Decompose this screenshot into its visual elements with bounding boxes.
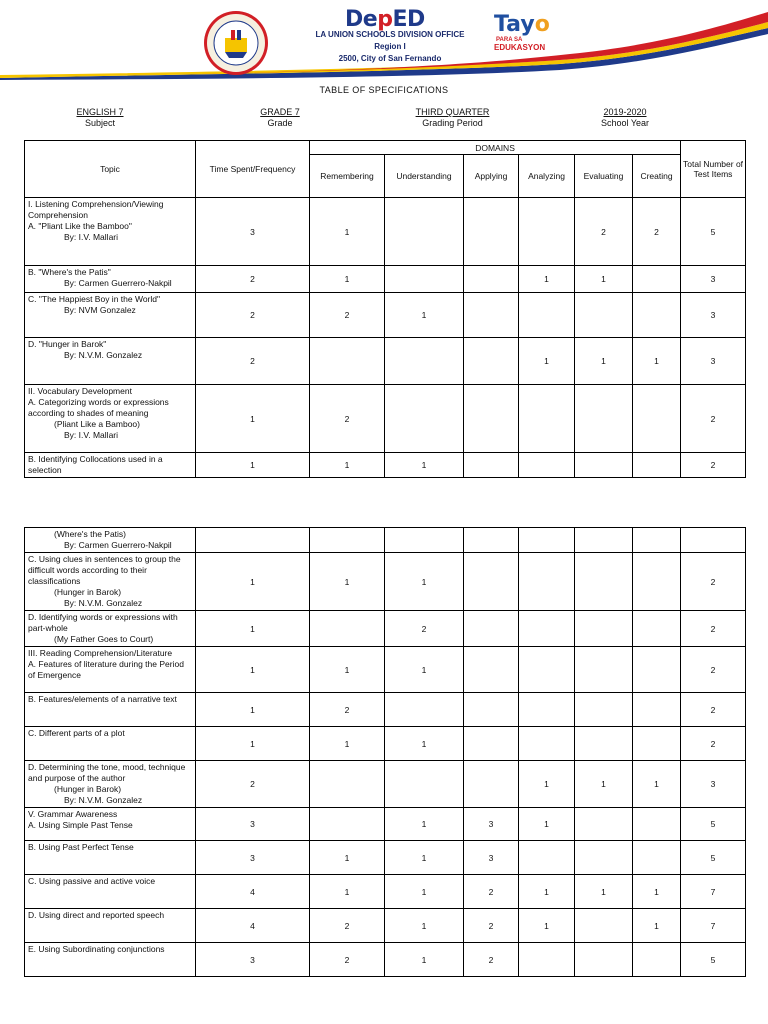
topic-author: By: N.V.M. Gonzalez	[64, 795, 143, 805]
tayo-logo: Tayo PARA SA EDUKASYON	[494, 12, 550, 52]
topic-line: C. Using clues in sentences to group the difficult words according to their classifications	[28, 554, 181, 586]
col-time-spent: Time Spent/Frequency	[196, 141, 310, 198]
total-cell: 3	[681, 293, 746, 338]
understanding-cell	[385, 338, 464, 385]
col-remembering: Remembering	[310, 155, 385, 198]
time-spent-cell: 4	[196, 909, 310, 943]
topic-line: I. Listening Comprehension/Viewing Comprehension	[28, 199, 164, 220]
evaluating-cell	[575, 693, 633, 727]
analyzing-cell	[519, 727, 575, 761]
office-city: 2500, City of San Fernando	[338, 54, 442, 63]
remembering-cell: 2	[310, 909, 385, 943]
creating-cell	[633, 611, 681, 647]
col-applying: Applying	[464, 155, 519, 198]
topic-line: D. Determining the tone, mood, technique and purpose of the author	[28, 762, 186, 783]
applying-cell	[464, 761, 519, 808]
creating-cell	[633, 841, 681, 875]
evaluating-cell: 1	[575, 761, 633, 808]
understanding-cell: 1	[385, 909, 464, 943]
understanding-cell: 1	[385, 453, 464, 478]
total-cell: 5	[681, 943, 746, 977]
deped-logo: DepED	[345, 7, 425, 32]
topic-cell	[25, 198, 196, 266]
applying-cell	[464, 611, 519, 647]
remembering-cell: 1	[310, 647, 385, 693]
topic-cell	[25, 385, 196, 453]
topic-author: By: N.V.M. Gonzalez	[64, 598, 143, 608]
col-evaluating: Evaluating	[575, 155, 633, 198]
remembering-cell: 1	[310, 266, 385, 293]
table-row	[25, 198, 746, 266]
creating-cell	[633, 553, 681, 611]
table-row	[25, 808, 746, 841]
col-topic: Topic	[25, 141, 196, 198]
time-spent-cell: 1	[196, 693, 310, 727]
col-total: Total Number of Test Items	[681, 141, 746, 198]
understanding-cell	[385, 693, 464, 727]
topic-author: By: NVM Gonzalez	[64, 305, 136, 315]
evaluating-cell: 2	[575, 198, 633, 266]
time-spent-cell: 1	[196, 727, 310, 761]
analyzing-cell	[519, 553, 575, 611]
topic-line: B. Identifying Collocations used in a selection	[28, 454, 163, 475]
analyzing-cell: 1	[519, 808, 575, 841]
table-row	[25, 909, 746, 943]
remembering-cell	[310, 528, 385, 553]
table-row	[25, 761, 746, 808]
meta-grade: GRADE 7 Grade	[260, 107, 300, 128]
analyzing-cell: 1	[519, 338, 575, 385]
remembering-cell	[310, 338, 385, 385]
col-creating: Creating	[633, 155, 681, 198]
applying-cell: 2	[464, 909, 519, 943]
topic-author: By: I.V. Mallari	[64, 430, 119, 440]
understanding-cell	[385, 385, 464, 453]
evaluating-cell: 1	[575, 875, 633, 909]
table-row	[25, 553, 746, 611]
applying-cell	[464, 453, 519, 478]
evaluating-cell	[575, 808, 633, 841]
topic-cell	[25, 693, 196, 727]
applying-cell	[464, 198, 519, 266]
applying-cell	[464, 385, 519, 453]
topic-line: B. Features/elements of a narrative text	[28, 694, 177, 704]
understanding-cell	[385, 266, 464, 293]
topic-line: A. Categorizing words or expressions according to shades of meaning	[28, 397, 169, 418]
topic-line: A. "Pliant Like the Bamboo"	[28, 221, 132, 231]
analyzing-cell	[519, 841, 575, 875]
understanding-cell: 1	[385, 293, 464, 338]
understanding-cell	[385, 528, 464, 553]
total-cell	[681, 528, 746, 553]
applying-cell	[464, 647, 519, 693]
evaluating-cell	[575, 293, 633, 338]
total-cell: 7	[681, 875, 746, 909]
analyzing-cell	[519, 943, 575, 977]
topic-cell	[25, 293, 196, 338]
understanding-cell: 1	[385, 727, 464, 761]
topic-line: B. Using Past Perfect Tense	[28, 842, 134, 852]
table-row	[25, 943, 746, 977]
table-row	[25, 266, 746, 293]
remembering-cell: 1	[310, 198, 385, 266]
creating-cell: 1	[633, 761, 681, 808]
table-row	[25, 841, 746, 875]
topic-line: II. Vocabulary Development	[28, 386, 132, 396]
analyzing-cell	[519, 611, 575, 647]
understanding-cell: 1	[385, 808, 464, 841]
total-cell: 3	[681, 338, 746, 385]
office-region: Region I	[374, 42, 406, 51]
understanding-cell: 1	[385, 647, 464, 693]
creating-cell	[633, 647, 681, 693]
evaluating-cell	[575, 453, 633, 478]
creating-cell	[633, 293, 681, 338]
remembering-cell: 1	[310, 841, 385, 875]
office-address	[290, 29, 490, 65]
topic-cell	[25, 808, 196, 841]
total-cell: 2	[681, 611, 746, 647]
letterhead	[0, 0, 768, 82]
total-cell: 3	[681, 761, 746, 808]
col-analyzing: Analyzing	[519, 155, 575, 198]
remembering-cell: 1	[310, 453, 385, 478]
topic-cell	[25, 266, 196, 293]
evaluating-cell: 1	[575, 266, 633, 293]
evaluating-cell: 1	[575, 338, 633, 385]
topic-line: C. Different parts of a plot	[28, 728, 125, 738]
topic-source: (Hunger in Barok)	[54, 587, 122, 597]
topic-line: D. Identifying words or expressions with part-whole	[28, 612, 178, 633]
time-spent-cell	[196, 528, 310, 553]
applying-cell	[464, 727, 519, 761]
creating-cell: 1	[633, 875, 681, 909]
table-row	[25, 693, 746, 727]
evaluating-cell	[575, 647, 633, 693]
table-row	[25, 385, 746, 453]
document-title: TABLE OF SPECIFICATIONS	[319, 85, 449, 95]
remembering-cell: 1	[310, 875, 385, 909]
creating-cell	[633, 528, 681, 553]
time-spent-cell: 2	[196, 293, 310, 338]
office-name: LA UNION SCHOOLS DIVISION OFFICE	[315, 30, 465, 39]
meta-grading-period: THIRD QUARTER Grading Period	[415, 107, 490, 128]
applying-cell	[464, 293, 519, 338]
topic-cell	[25, 841, 196, 875]
total-cell: 2	[681, 693, 746, 727]
evaluating-cell	[575, 385, 633, 453]
topic-line: D. "Hunger in Barok"	[28, 339, 107, 349]
applying-cell: 2	[464, 943, 519, 977]
topic-line: A. Features of literature during the Period of Emergence	[28, 659, 184, 680]
understanding-cell: 2	[385, 611, 464, 647]
analyzing-cell: 1	[519, 909, 575, 943]
remembering-cell: 2	[310, 943, 385, 977]
table-row	[25, 727, 746, 761]
topic-cell	[25, 611, 196, 647]
topic-line: D. Using direct and reported speech	[28, 910, 165, 920]
topic-cell	[25, 875, 196, 909]
creating-cell: 1	[633, 338, 681, 385]
topic-author: By: Carmen Guerrero-Nakpil	[64, 278, 172, 288]
specifications-table-page2	[24, 527, 746, 977]
total-cell: 7	[681, 909, 746, 943]
remembering-cell: 1	[310, 553, 385, 611]
col-domains: DOMAINS	[310, 141, 681, 155]
total-cell: 2	[681, 385, 746, 453]
time-spent-cell: 1	[196, 385, 310, 453]
evaluating-cell	[575, 909, 633, 943]
applying-cell	[464, 553, 519, 611]
table-row	[25, 293, 746, 338]
total-cell: 2	[681, 553, 746, 611]
table-row	[25, 611, 746, 647]
total-cell: 2	[681, 453, 746, 478]
topic-line: A. Using Simple Past Tense	[28, 820, 133, 830]
topic-line: III. Reading Comprehension/Literature	[28, 648, 173, 658]
topic-line: V. Grammar Awareness	[28, 809, 118, 819]
topic-line: C. Using passive and active voice	[28, 876, 156, 886]
evaluating-cell	[575, 943, 633, 977]
applying-cell	[464, 266, 519, 293]
specifications-table-page1	[24, 140, 746, 478]
table-row	[25, 453, 746, 478]
evaluating-cell	[575, 528, 633, 553]
analyzing-cell: 1	[519, 761, 575, 808]
time-spent-cell: 2	[196, 338, 310, 385]
topic-author: By: N.V.M. Gonzalez	[64, 350, 143, 360]
remembering-cell	[310, 761, 385, 808]
analyzing-cell	[519, 453, 575, 478]
applying-cell	[464, 338, 519, 385]
analyzing-cell	[519, 385, 575, 453]
topic-cell	[25, 553, 196, 611]
time-spent-cell: 1	[196, 611, 310, 647]
creating-cell	[633, 385, 681, 453]
creating-cell	[633, 693, 681, 727]
topic-cell	[25, 727, 196, 761]
topic-source: (Where's the Patis)	[54, 529, 127, 539]
remembering-cell	[310, 808, 385, 841]
time-spent-cell: 3	[196, 198, 310, 266]
deped-seal-icon	[203, 10, 269, 76]
evaluating-cell	[575, 727, 633, 761]
evaluating-cell	[575, 553, 633, 611]
understanding-cell: 1	[385, 875, 464, 909]
analyzing-cell	[519, 528, 575, 553]
understanding-cell	[385, 761, 464, 808]
analyzing-cell	[519, 198, 575, 266]
remembering-cell: 2	[310, 385, 385, 453]
understanding-cell: 1	[385, 841, 464, 875]
time-spent-cell: 3	[196, 841, 310, 875]
table-row	[25, 338, 746, 385]
evaluating-cell	[575, 841, 633, 875]
applying-cell	[464, 528, 519, 553]
topic-cell	[25, 647, 196, 693]
evaluating-cell	[575, 611, 633, 647]
table-row	[25, 528, 746, 553]
remembering-cell: 2	[310, 693, 385, 727]
topic-author: By: I.V. Mallari	[64, 232, 119, 242]
table-row	[25, 647, 746, 693]
total-cell: 3	[681, 266, 746, 293]
topic-line: C. "The Happiest Boy in the World"	[28, 294, 161, 304]
creating-cell	[633, 808, 681, 841]
remembering-cell: 1	[310, 727, 385, 761]
applying-cell: 3	[464, 808, 519, 841]
topic-line: B. "Where's the Patis"	[28, 267, 111, 277]
analyzing-cell: 1	[519, 266, 575, 293]
time-spent-cell: 1	[196, 647, 310, 693]
topic-line: E. Using Subordinating conjunctions	[28, 944, 165, 954]
creating-cell: 1	[633, 909, 681, 943]
total-cell: 5	[681, 808, 746, 841]
applying-cell	[464, 693, 519, 727]
creating-cell: 2	[633, 198, 681, 266]
topic-source: (Pliant Like a Bamboo)	[54, 419, 140, 429]
topic-source: (Hunger in Barok)	[54, 784, 122, 794]
total-cell: 2	[681, 647, 746, 693]
understanding-cell: 1	[385, 943, 464, 977]
creating-cell	[633, 727, 681, 761]
time-spent-cell: 1	[196, 453, 310, 478]
total-cell: 5	[681, 198, 746, 266]
time-spent-cell: 1	[196, 553, 310, 611]
creating-cell	[633, 943, 681, 977]
topic-cell	[25, 943, 196, 977]
topic-author: By: Carmen Guerrero-Nakpil	[64, 540, 172, 550]
analyzing-cell	[519, 693, 575, 727]
col-understanding: Understanding	[385, 155, 464, 198]
analyzing-cell: 1	[519, 875, 575, 909]
total-cell: 2	[681, 727, 746, 761]
meta-school-year: 2019-2020 School Year	[600, 107, 650, 128]
remembering-cell	[310, 611, 385, 647]
understanding-cell	[385, 198, 464, 266]
analyzing-cell	[519, 293, 575, 338]
time-spent-cell: 3	[196, 943, 310, 977]
time-spent-cell: 3	[196, 808, 310, 841]
time-spent-cell: 4	[196, 875, 310, 909]
topic-cell	[25, 528, 196, 553]
analyzing-cell	[519, 647, 575, 693]
topic-cell	[25, 338, 196, 385]
topic-cell	[25, 453, 196, 478]
time-spent-cell: 2	[196, 266, 310, 293]
meta-subject: ENGLISH 7 Subject	[76, 107, 124, 128]
time-spent-cell: 2	[196, 761, 310, 808]
total-cell: 5	[681, 841, 746, 875]
applying-cell: 3	[464, 841, 519, 875]
creating-cell	[633, 453, 681, 478]
applying-cell: 2	[464, 875, 519, 909]
topic-cell	[25, 909, 196, 943]
creating-cell	[633, 266, 681, 293]
remembering-cell: 2	[310, 293, 385, 338]
topic-cell	[25, 761, 196, 808]
topic-source: (My Father Goes to Court)	[54, 634, 154, 644]
table-row	[25, 875, 746, 909]
understanding-cell: 1	[385, 553, 464, 611]
